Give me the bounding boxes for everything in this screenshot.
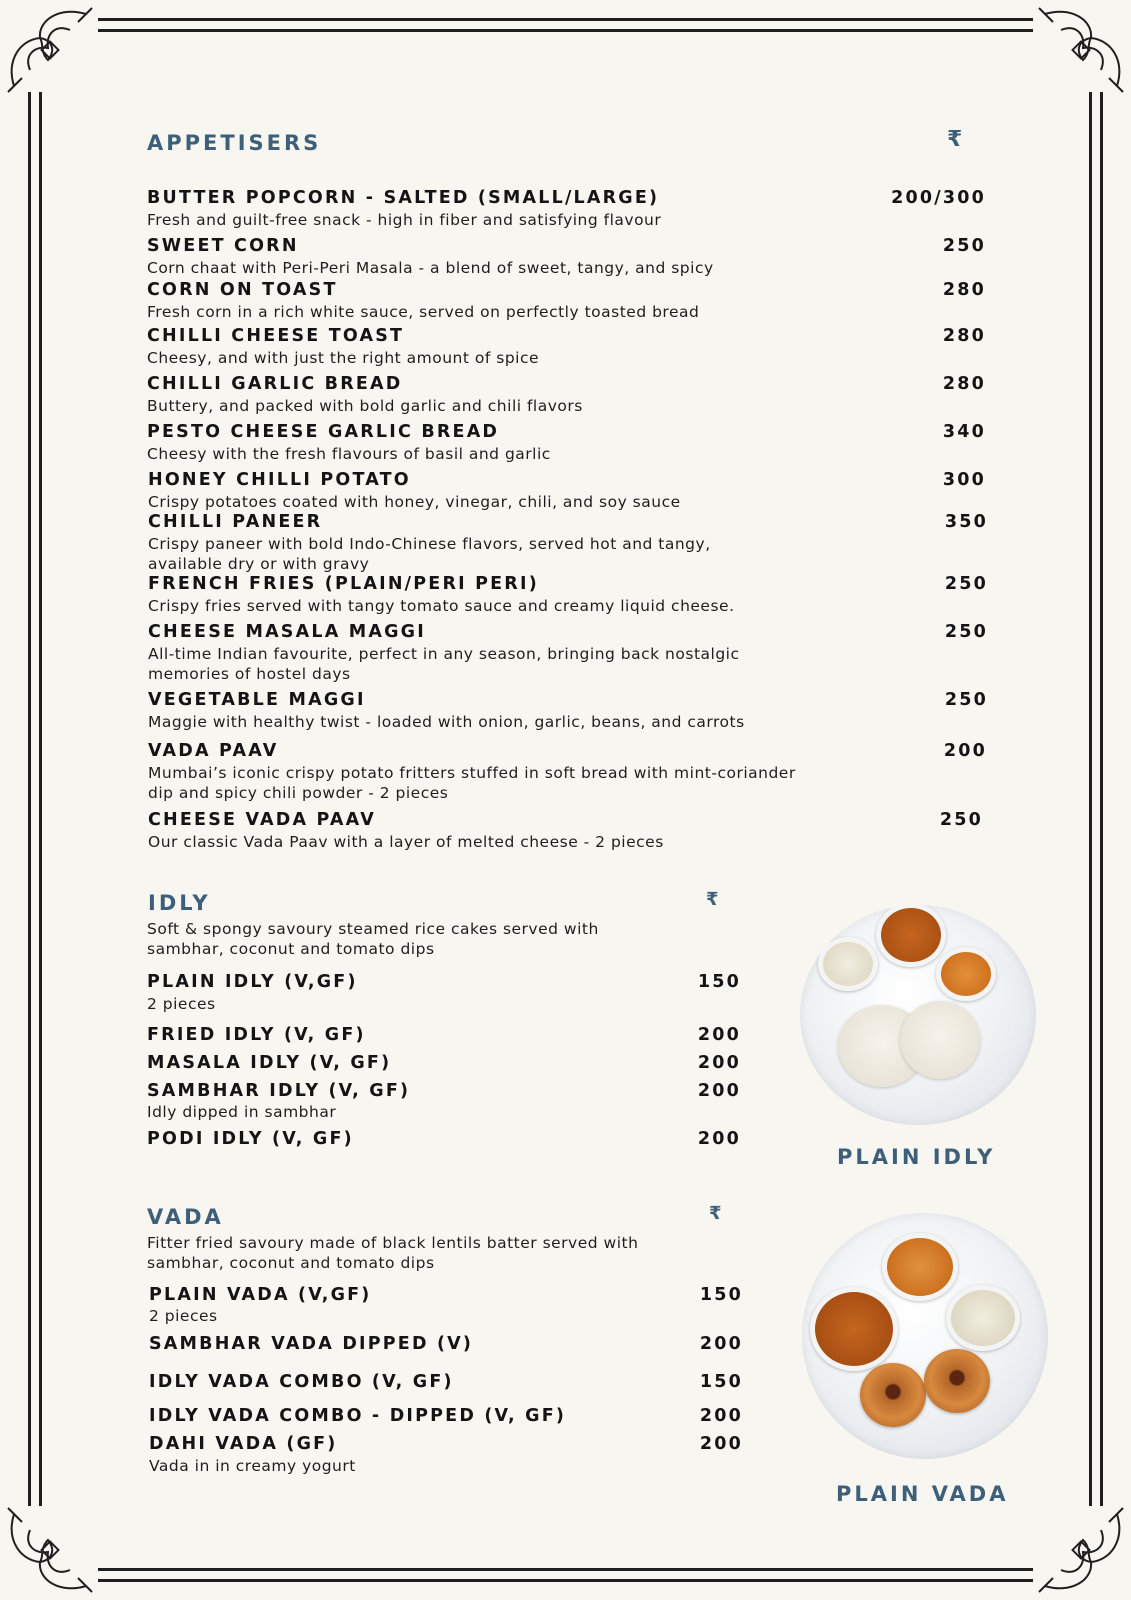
menu-item-description: Our classic Vada Paav with a layer of melted cheese - 2 pieces — [148, 833, 664, 851]
vada-intro: Fitter fried savoury made of black lentils batter served with — [147, 1234, 639, 1252]
menu-item-description: Mumbai’s iconic crispy potato fritters stuffed in soft bread with mint-coriander — [148, 764, 796, 782]
menu-item-name: PLAIN IDLY (V,GF) — [147, 972, 358, 992]
menu-item-name: DAHI VADA (GF) — [149, 1434, 338, 1454]
menu-item-price: 200 — [943, 741, 987, 761]
menu-item-description: All-time Indian favourite, perfect in any season, bringing back nostalgic — [148, 645, 740, 663]
menu-item-description: 2 pieces — [147, 995, 216, 1013]
plain-vada-photo — [802, 1213, 1048, 1459]
menu-item-name: CHILLI CHEESE TOAST — [147, 326, 405, 346]
menu-item-price: 150 — [699, 1372, 743, 1392]
menu-item-name: SWEET CORN — [147, 236, 299, 256]
menu-item-name: PESTO CHEESE GARLIC BREAD — [147, 422, 500, 442]
menu-item-description: memories of hostel days — [148, 665, 351, 683]
menu-item-description: Cheesy with the fresh flavours of basil and garlic — [147, 445, 551, 463]
menu-item-price: 280 — [942, 326, 986, 346]
menu-item-price: 250 — [944, 574, 988, 594]
menu-item-name: FRIED IDLY (V, GF) — [147, 1025, 366, 1045]
menu-item-price: 250 — [944, 690, 988, 710]
menu-item-price: 250 — [942, 236, 986, 256]
menu-item-price: 200 — [699, 1406, 743, 1426]
menu-item-name: CHEESE VADA PAAV — [148, 810, 376, 830]
coconut-dip-bowl — [946, 1285, 1020, 1351]
menu-item-description: Buttery, and packed with bold garlic and chili flavors — [147, 397, 583, 415]
menu-item-description: Fresh and guilt-free snack - high in fiber and satisfying flavour — [147, 211, 662, 229]
corner-ornament-top-left — [0, 0, 100, 100]
menu-item-description: Crispy potatoes coated with honey, vinegar, chili, and soy sauce — [148, 493, 681, 511]
idly-currency-symbol: ₹ — [706, 889, 719, 910]
menu-item-price: 280 — [942, 280, 986, 300]
menu-item-price: 200 — [699, 1434, 743, 1454]
menu-item-description: Crispy fries served with tangy tomato sauce and creamy liquid cheese. — [148, 597, 735, 615]
frame-left-line-outer — [28, 92, 31, 1506]
menu-item-description: Idly dipped in sambhar — [147, 1103, 337, 1121]
menu-item-price: 200 — [697, 1025, 741, 1045]
plain-idly-photo-label: PLAIN IDLY — [837, 1145, 996, 1169]
frame-right-line-inner — [1089, 92, 1092, 1506]
idly-cake — [900, 1001, 980, 1079]
frame-left-line-inner — [39, 92, 42, 1506]
sambhar-bowl — [810, 1287, 898, 1371]
menu-item-price: 200 — [699, 1334, 743, 1354]
vada-fritter — [924, 1349, 990, 1413]
frame-top-line-inner — [98, 29, 1033, 32]
menu-item-name: SAMBHAR VADA DIPPED (V) — [149, 1334, 474, 1354]
menu-item-name: VADA PAAV — [148, 741, 279, 761]
plain-vada-photo-label: PLAIN VADA — [836, 1482, 1009, 1506]
menu-item-description: Fresh corn in a rich white sauce, served on perfectly toasted bread — [147, 303, 700, 321]
menu-item-name: VEGETABLE MAGGI — [148, 690, 366, 710]
vada-title: VADA — [147, 1205, 224, 1229]
coconut-dip-bowl — [818, 937, 878, 991]
menu-item-name: SAMBHAR IDLY (V, GF) — [147, 1081, 411, 1101]
menu-item-name: CHILLI GARLIC BREAD — [147, 374, 403, 394]
frame-right-line-outer — [1100, 92, 1103, 1506]
menu-item-description: 2 pieces — [149, 1307, 218, 1325]
menu-item-name: PLAIN VADA (V,GF) — [149, 1285, 372, 1305]
vada-intro: sambhar, coconut and tomato dips — [147, 1254, 435, 1272]
menu-item-name: MASALA IDLY (V, GF) — [147, 1053, 392, 1073]
menu-item-price: 250 — [939, 810, 983, 830]
menu-item-description: dip and spicy chili powder - 2 pieces — [148, 784, 449, 802]
menu-item-price: 150 — [697, 972, 741, 992]
menu-item-name: PODI IDLY (V, GF) — [147, 1129, 354, 1149]
corner-ornament-bottom-left — [0, 1500, 100, 1600]
menu-item-name: BUTTER POPCORN - SALTED (SMALL/LARGE) — [147, 188, 660, 208]
menu-item-name: HONEY CHILLI POTATO — [148, 470, 411, 490]
menu-item-description: Maggie with healthy twist - loaded with onion, garlic, beans, and carrots — [148, 713, 745, 731]
menu-item-price: 200 — [697, 1053, 741, 1073]
menu-item-price: 340 — [942, 422, 986, 442]
corner-ornament-bottom-right — [1031, 1500, 1131, 1600]
tomato-dip-bowl — [936, 947, 996, 1001]
menu-item-name: CORN ON TOAST — [147, 280, 338, 300]
menu-item-price: 200/300 — [891, 188, 986, 208]
menu-item-price: 200 — [697, 1129, 741, 1149]
frame-bottom-line-inner — [98, 1579, 1033, 1582]
idly-intro: Soft & spongy savoury steamed rice cakes served with — [147, 920, 599, 938]
menu-item-price: 250 — [944, 622, 988, 642]
sambhar-bowl — [876, 905, 946, 967]
menu-item-name: CHEESE MASALA MAGGI — [148, 622, 426, 642]
idly-title: IDLY — [148, 891, 211, 915]
menu-item-name: IDLY VADA COMBO (V, GF) — [149, 1372, 454, 1392]
menu-item-description: Corn chaat with Peri-Peri Masala - a blend of sweet, tangy, and spicy — [147, 259, 714, 277]
menu-item-name: FRENCH FRIES (PLAIN/PERI PERI) — [148, 574, 539, 594]
menu-item-name: CHILLI PANEER — [148, 512, 323, 532]
menu-item-description: Vada in in creamy yogurt — [149, 1457, 356, 1475]
tomato-dip-bowl — [882, 1233, 958, 1301]
plain-idly-photo — [800, 905, 1036, 1125]
frame-top-line-outer — [98, 18, 1033, 21]
menu-item-price: 280 — [942, 374, 986, 394]
menu-item-price: 200 — [697, 1081, 741, 1101]
appetisers-currency-symbol: ₹ — [947, 127, 963, 152]
vada-fritter — [860, 1363, 926, 1427]
menu-item-price: 350 — [944, 512, 988, 532]
frame-bottom-line-outer — [98, 1568, 1033, 1571]
menu-item-description: Crispy paneer with bold Indo-Chinese flavors, served hot and tangy, — [148, 535, 711, 553]
corner-ornament-top-right — [1031, 0, 1131, 100]
vada-currency-symbol: ₹ — [709, 1203, 722, 1224]
appetisers-title: APPETISERS — [147, 131, 322, 155]
idly-intro: sambhar, coconut and tomato dips — [147, 940, 435, 958]
menu-item-name: IDLY VADA COMBO - DIPPED (V, GF) — [149, 1406, 567, 1426]
menu-item-price: 300 — [942, 470, 986, 490]
menu-item-price: 150 — [699, 1285, 743, 1305]
menu-item-description: Cheesy, and with just the right amount of spice — [147, 349, 540, 367]
menu-item-description: available dry or with gravy — [148, 555, 370, 573]
